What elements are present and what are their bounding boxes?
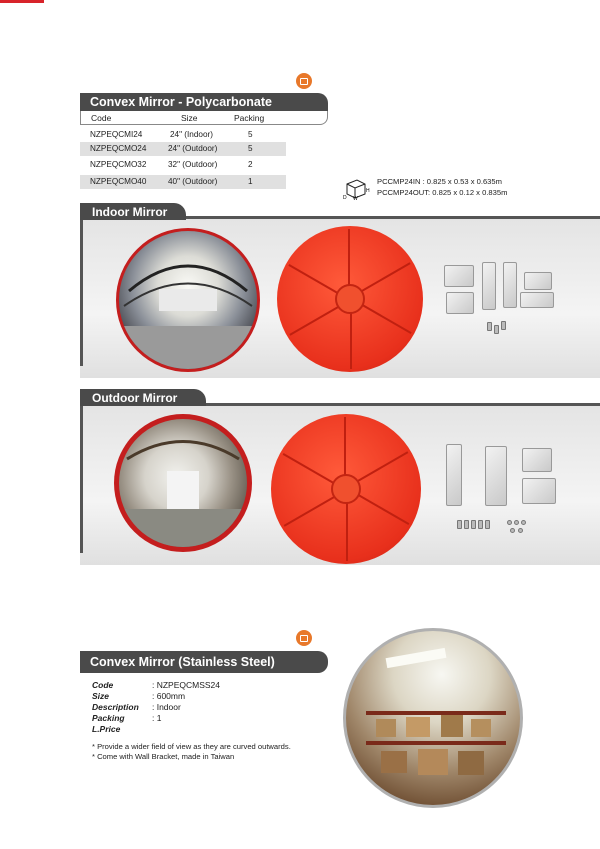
spec-label-packing: Packing <box>92 713 125 723</box>
row-packing: 5 <box>248 144 253 153</box>
spec-label-description: Description <box>92 702 139 712</box>
note-line: * Provide a wider field of view as they are curved outwards. <box>92 742 291 751</box>
bracket-clamp <box>522 448 552 472</box>
nut <box>518 528 523 533</box>
nut <box>510 528 515 533</box>
screw <box>471 520 476 529</box>
bracket-clamp <box>522 478 556 504</box>
column-header-size: Size <box>181 113 198 123</box>
dimension-line-out: PCCMP24OUT: 0.825 x 0.12 x 0.835m <box>377 188 508 197</box>
table-row <box>80 128 286 142</box>
spec-label-size: Size <box>92 691 110 701</box>
row-packing: 2 <box>248 160 253 169</box>
column-header-packing: Packing <box>234 113 265 123</box>
nut <box>514 520 519 525</box>
row-code: NZPEQCMO40 <box>90 177 147 186</box>
indoor-mirror-tab <box>80 203 186 220</box>
indoor-mirror-back <box>277 226 423 372</box>
row-code: NZPEQCMO32 <box>90 160 147 169</box>
row-packing: 1 <box>248 177 253 186</box>
bracket-plate <box>446 292 474 314</box>
indoor-mirror-image <box>116 228 260 372</box>
stainless-mirror-image <box>343 628 523 808</box>
nut <box>521 520 526 525</box>
table-row <box>80 175 286 189</box>
bracket-arm <box>446 444 462 506</box>
spec-value-code: : NZPEQCMSS24 <box>152 680 221 690</box>
screw <box>501 321 506 330</box>
dim-label-d: D <box>343 195 347 200</box>
package-icon <box>296 73 312 89</box>
corner-tab <box>0 0 44 3</box>
table-row <box>80 142 286 156</box>
indoor-mirror-title: Indoor Mirror <box>92 204 168 219</box>
column-header-code: Code <box>91 113 112 123</box>
bracket-plate <box>485 446 507 506</box>
spec-label-code: Code <box>92 680 114 690</box>
row-code: NZPEQCMI24 <box>90 130 143 139</box>
spec-table-header <box>80 111 328 125</box>
bracket-arm <box>503 262 517 308</box>
screw <box>485 520 490 529</box>
row-packing: 5 <box>248 130 253 139</box>
package-icon <box>296 630 312 646</box>
dimension-line-in: PCCMP24IN : 0.825 x 0.53 x 0.635m <box>377 177 502 186</box>
spec-value-packing: : 1 <box>152 713 162 723</box>
screw <box>487 322 492 331</box>
stainless-title: Convex Mirror (Stainless Steel) <box>90 655 275 669</box>
polycarbonate-title: Convex Mirror - Polycarbonate <box>90 95 272 109</box>
screw <box>494 325 499 334</box>
spec-value-size: : 600mm <box>152 691 186 701</box>
outdoor-mirror-title: Outdoor Mirror <box>92 390 178 405</box>
bracket-clamp <box>520 292 554 308</box>
nut <box>507 520 512 525</box>
bracket-clamp <box>524 272 552 290</box>
carton-box-icon <box>343 178 371 200</box>
outdoor-mirror-image <box>114 414 252 552</box>
screw <box>464 520 469 529</box>
divider <box>80 216 83 366</box>
feature-notes <box>92 742 291 762</box>
bracket-plate <box>444 265 474 287</box>
row-size: 32" (Outdoor) <box>168 160 218 169</box>
row-size: 40" (Outdoor) <box>168 177 218 186</box>
screw <box>478 520 483 529</box>
dim-label-h: H <box>366 188 370 194</box>
polycarbonate-title-bar <box>80 93 328 111</box>
row-code: NZPEQCMO24 <box>90 144 147 153</box>
table-row <box>80 158 286 172</box>
row-size: 24" (Indoor) <box>170 130 213 139</box>
stainless-title-bar <box>80 651 328 673</box>
outdoor-mirror-tab <box>80 389 206 406</box>
bracket-arm <box>482 262 496 310</box>
dim-label-w: W <box>353 196 358 200</box>
divider <box>80 403 83 553</box>
screw <box>457 520 462 529</box>
outdoor-mirror-back <box>271 414 421 564</box>
spec-value-description: : Indoor <box>152 702 181 712</box>
note-line: * Come with Wall Bracket, made in Taiwan <box>92 752 235 761</box>
row-size: 24" (Outdoor) <box>168 144 218 153</box>
spec-label-price: L.Price <box>92 724 121 734</box>
